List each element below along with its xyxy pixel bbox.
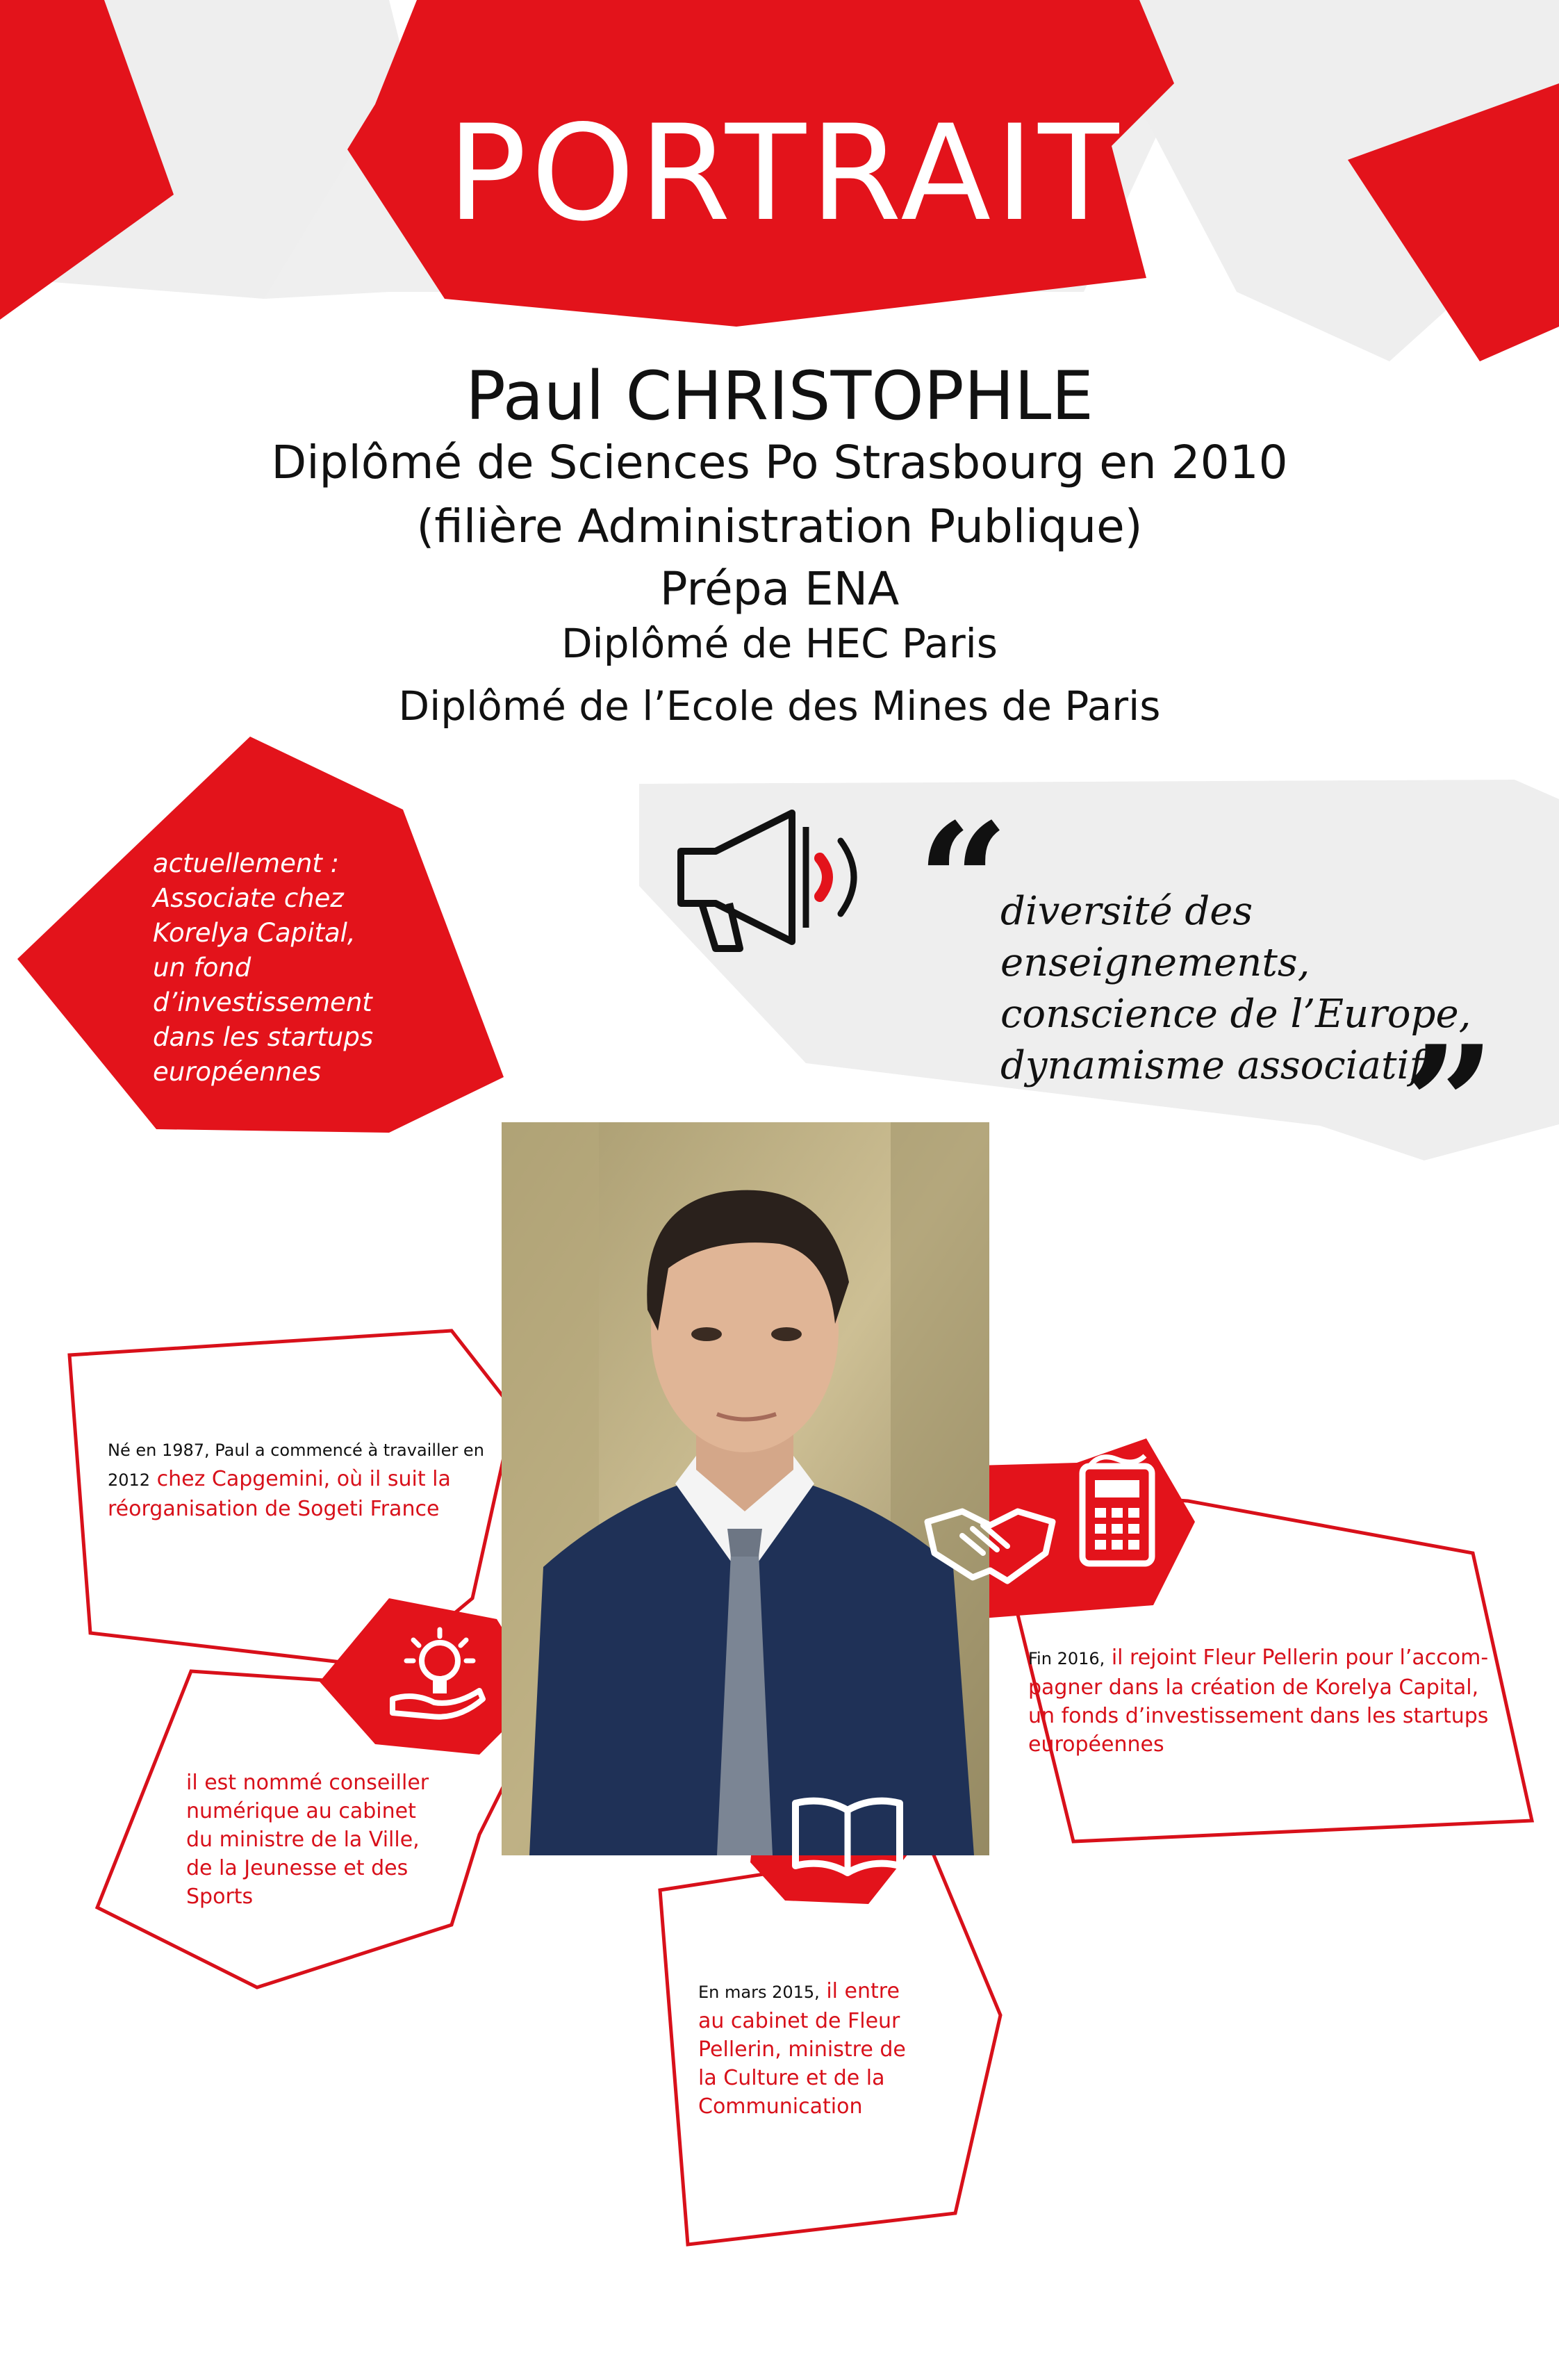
calculator-icon (1075, 1449, 1159, 1567)
advisor-text: il est nommé conseiller numérique au cabinet du ministre de la Ville, de la Jeunesse et des Sports (186, 1771, 429, 1909)
person-name: Paul CHRISTOPHLE (465, 357, 1094, 435)
portrait-photo (502, 1122, 989, 1855)
current-role-text: actuellement : Associate chez Korelya Capital, un fond d’investissement dans les startups européennes (153, 848, 374, 1087)
culture-text: En mars 2015, il entre au cabinet de Fleur Pellerin, ministre de la Culture et de la Communication (698, 1979, 906, 2119)
quote-text: diversité des enseignements, conscience de l’Europe, dynamisme associatif. (1000, 889, 1471, 1088)
open-book-icon (789, 1796, 907, 1876)
degree-mines: Diplômé de l’Ecole des Mines de Paris (398, 682, 1161, 730)
degree-hec: Diplômé de HEC Paris (561, 620, 998, 667)
quote-open-mark: “ (917, 789, 1009, 976)
korelya-text: Fin 2016, il rejoint Fleur Pellerin pour l’accom- pagner dans la création de Korelya Capital, un fonds d’investissement dans les startups européennes (1028, 1646, 1489, 1757)
degree-prepa-ena: Prépa ENA (659, 562, 900, 616)
page-title: PORTRAIT (447, 97, 1123, 250)
lightbulb-hand-icon (386, 1623, 490, 1727)
handshake-icon (924, 1494, 1056, 1584)
born-text: Né en 1987, Paul a commencé à travailler en 2012 chez Capgemini, où il suit la réorganisation de Sogeti France (108, 1441, 484, 1521)
degree-sciences-po: Diplômé de Sciences Po Strasbourg en 2010 (271, 436, 1288, 489)
megaphone-icon (674, 799, 875, 959)
quote-close-mark: ” (1403, 1011, 1496, 1199)
degree-filiere: (filière Administration Publique) (416, 500, 1143, 553)
